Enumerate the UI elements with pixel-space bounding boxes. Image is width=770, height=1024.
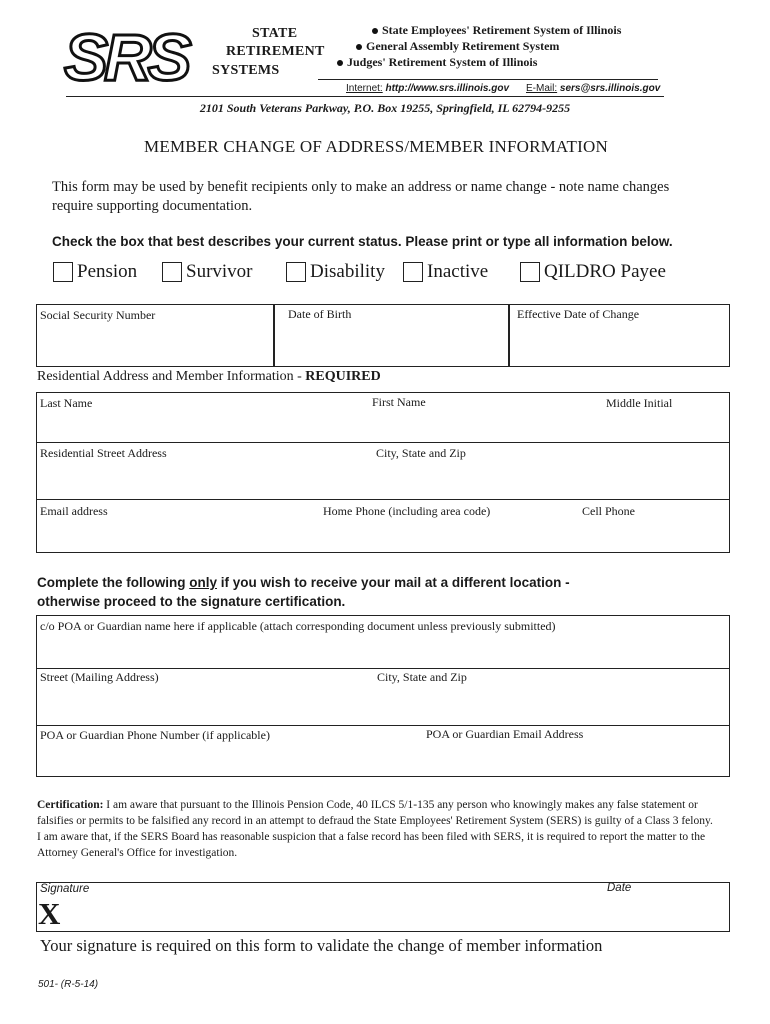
org-name-line-3: SYSTEMS <box>212 63 280 78</box>
mailing-city-state-zip-field[interactable]: City, State and Zip <box>377 670 467 684</box>
status-option-pension[interactable] <box>53 259 137 285</box>
home-phone-field[interactable]: Home Phone (including area code) <box>323 504 491 518</box>
internet-contact: Internet: http://www.srs.illinois.gov <box>346 83 510 94</box>
poa-email-field[interactable]: POA or Guardian Email Address <box>426 727 584 741</box>
certification-label: Certification: <box>37 799 104 811</box>
bullet-icon <box>337 60 343 66</box>
internet-url[interactable]: http://www.srs.illinois.gov <box>385 83 510 94</box>
email-address-field[interactable]: Email address <box>40 504 108 518</box>
org-name-line-1: STATE <box>252 26 298 41</box>
mailing-row-divider-1 <box>36 668 730 669</box>
residential-city-state-zip-field[interactable]: City, State and Zip <box>376 446 466 460</box>
identity-divider-1 <box>273 304 275 367</box>
residential-row-divider-1 <box>36 442 730 443</box>
survivor-checkbox[interactable] <box>162 262 182 282</box>
identity-divider-2 <box>508 304 510 367</box>
last-name-field[interactable]: Last Name <box>40 396 93 410</box>
header-rule-lower <box>66 96 664 97</box>
residential-row-divider-2 <box>36 499 730 500</box>
email-link[interactable]: sers@srs.illinois.gov <box>559 83 661 94</box>
bullet-icon <box>372 28 378 34</box>
dob-field[interactable]: Date of Birth <box>288 307 352 321</box>
qildro-label: QILDRO Payee <box>544 261 666 282</box>
co-poa-field[interactable]: c/o POA or Guardian name here if applicable (attach corresponding document unless previously submitted) <box>40 619 556 633</box>
signature-x-mark: X <box>38 896 61 931</box>
residential-street-field[interactable]: Residential Street Address <box>40 446 167 460</box>
status-option-survivor[interactable] <box>162 259 253 285</box>
survivor-label: Survivor <box>186 261 253 282</box>
signature-label: Signature <box>40 883 90 895</box>
cell-phone-field[interactable]: Cell Phone <box>582 504 635 518</box>
mailing-street-field[interactable]: Street (Mailing Address) <box>40 670 159 684</box>
srs-logo <box>60 22 210 95</box>
srs-logo-text: SRS <box>64 22 188 90</box>
system-item-sers: State Employees' Retirement System of Illinois <box>372 23 621 38</box>
status-option-disability[interactable] <box>286 259 385 285</box>
system-item-gars: General Assembly Retirement System <box>356 39 559 54</box>
disability-label: Disability <box>310 261 385 282</box>
qildro-checkbox[interactable] <box>520 262 540 282</box>
intro-text: This form may be used by benefit recipients only to make an address or name change - note name changes require supporting documentation. <box>52 179 670 214</box>
effective-date-field[interactable]: Effective Date of Change <box>517 307 640 321</box>
inactive-checkbox[interactable] <box>403 262 423 282</box>
inactive-label: Inactive <box>427 261 489 282</box>
mailing-box <box>36 615 730 777</box>
residential-heading: Residential Address and Member Information - REQUIRED <box>37 369 381 384</box>
middle-initial-field[interactable]: Middle Initial <box>606 396 673 410</box>
form-title: MEMBER CHANGE OF ADDRESS/MEMBER INFORMATION <box>144 137 608 156</box>
signature-notice: Your signature is required on this form to validate the change of member information <box>40 936 603 955</box>
first-name-field[interactable]: First Name <box>372 395 426 409</box>
disability-checkbox[interactable] <box>286 262 306 282</box>
ssn-field[interactable]: Social Security Number <box>40 308 156 322</box>
mailing-heading: Complete the following only if you wish to receive your mail at a different location - <box>37 575 570 590</box>
required-tag: REQUIRED <box>305 369 381 384</box>
status-option-inactive[interactable] <box>403 259 488 285</box>
pension-checkbox[interactable] <box>53 262 73 282</box>
system-item-jrs: Judges' Retirement System of Illinois <box>337 55 537 70</box>
residential-box <box>36 392 730 553</box>
poa-phone-field[interactable]: POA or Guardian Phone Number (if applicable) <box>40 728 270 742</box>
date-label: Date <box>607 882 632 894</box>
org-name-line-2: RETIREMENT <box>226 44 325 59</box>
bullet-icon <box>356 44 362 50</box>
certification-text: Certification: I am aware that pursuant to the Illinois Pension Code, 40 ILCS 5/1-135 any person who knowingly makes any false statement or falsifies or permits to be falsified any record in an attempt to defraud the State Employees' Retirement System (SERS) is guilty of a Class 3 felony. I am aware that, if the SERS Board has reasonable suspicion that a false record has been filed with SERS, it is required to report the matter to the Attorney General's Office for investigation. <box>37 799 713 859</box>
email-contact: E-Mail: sers@srs.illinois.gov <box>526 83 661 94</box>
mailing-heading-line-2: otherwise proceed to the signature certification. <box>37 594 346 609</box>
pension-label: Pension <box>77 261 138 282</box>
form-number: 501- (R-5-14) <box>38 979 99 990</box>
instruction-text: Check the box that best describes your current status. Please print or type all information below. <box>52 234 673 249</box>
header-rule-upper <box>318 79 658 80</box>
mailing-row-divider-2 <box>36 725 730 726</box>
mailing-address-line: 2101 South Veterans Parkway, P.O. Box 19255, Springfield, IL 62794-9255 <box>199 101 571 115</box>
status-option-qildro[interactable] <box>520 259 666 285</box>
